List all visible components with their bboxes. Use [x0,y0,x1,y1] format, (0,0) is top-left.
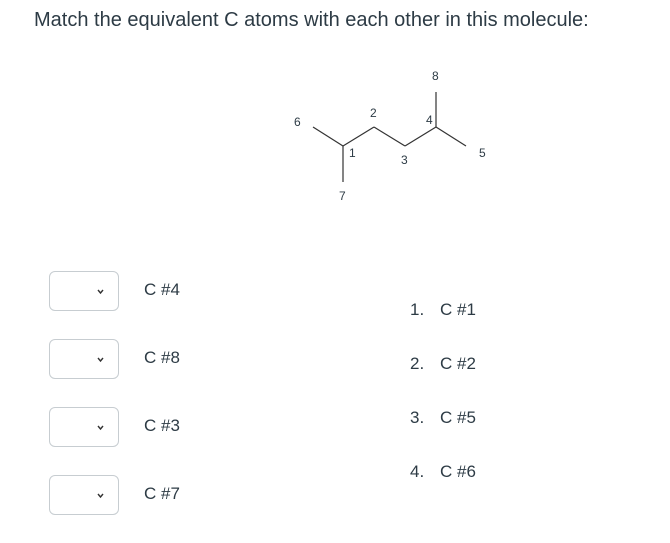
answer-number: 1. [410,300,425,319]
atom-labels [294,69,486,203]
atom-label-4: 4 [426,113,433,127]
match-dropdown-4[interactable] [49,475,119,515]
answer-option-3 [410,408,476,428]
bond-6-1 [313,127,343,146]
bond-3-4 [405,127,436,146]
answer-number: 2. [410,354,425,373]
answer-label: C #5 [440,408,476,427]
atom-label-5: 5 [479,146,486,160]
atom-label-1: 1 [349,146,356,160]
atom-label-6: 6 [294,115,301,129]
answer-label: C #2 [440,354,476,373]
chevron-down-icon [97,492,104,499]
answer-number: 4. [410,462,425,481]
prompt-label: C #3 [144,416,180,435]
answer-option-2 [410,354,476,374]
match-dropdown-3[interactable] [49,407,119,447]
match-dropdown-1[interactable] [49,271,119,311]
match-dropdown-2[interactable] [49,339,119,379]
bond-1-2 [343,127,374,146]
atom-label-3: 3 [401,153,408,167]
prompt-label: C #8 [144,348,180,367]
prompt-label: C #7 [144,484,180,503]
chevron-down-icon [97,356,104,363]
answer-option-4 [410,462,476,482]
atom-label-8: 8 [432,69,439,83]
atom-label-2: 2 [370,106,377,120]
atom-label-7: 7 [339,189,346,203]
answer-option-1 [410,300,476,320]
bond-2-3 [374,127,405,146]
bond-4-5 [436,127,466,146]
answer-label: C #6 [440,462,476,481]
chevron-down-icon [97,424,104,431]
question-text: Match the equivalent C atoms with each other in this molecule: [34,9,589,31]
prompt-label: C #4 [144,280,180,299]
molecule-bonds [313,92,466,182]
answer-number: 3. [410,408,425,427]
answer-label: C #1 [440,300,476,319]
chevron-down-icon [97,288,104,295]
